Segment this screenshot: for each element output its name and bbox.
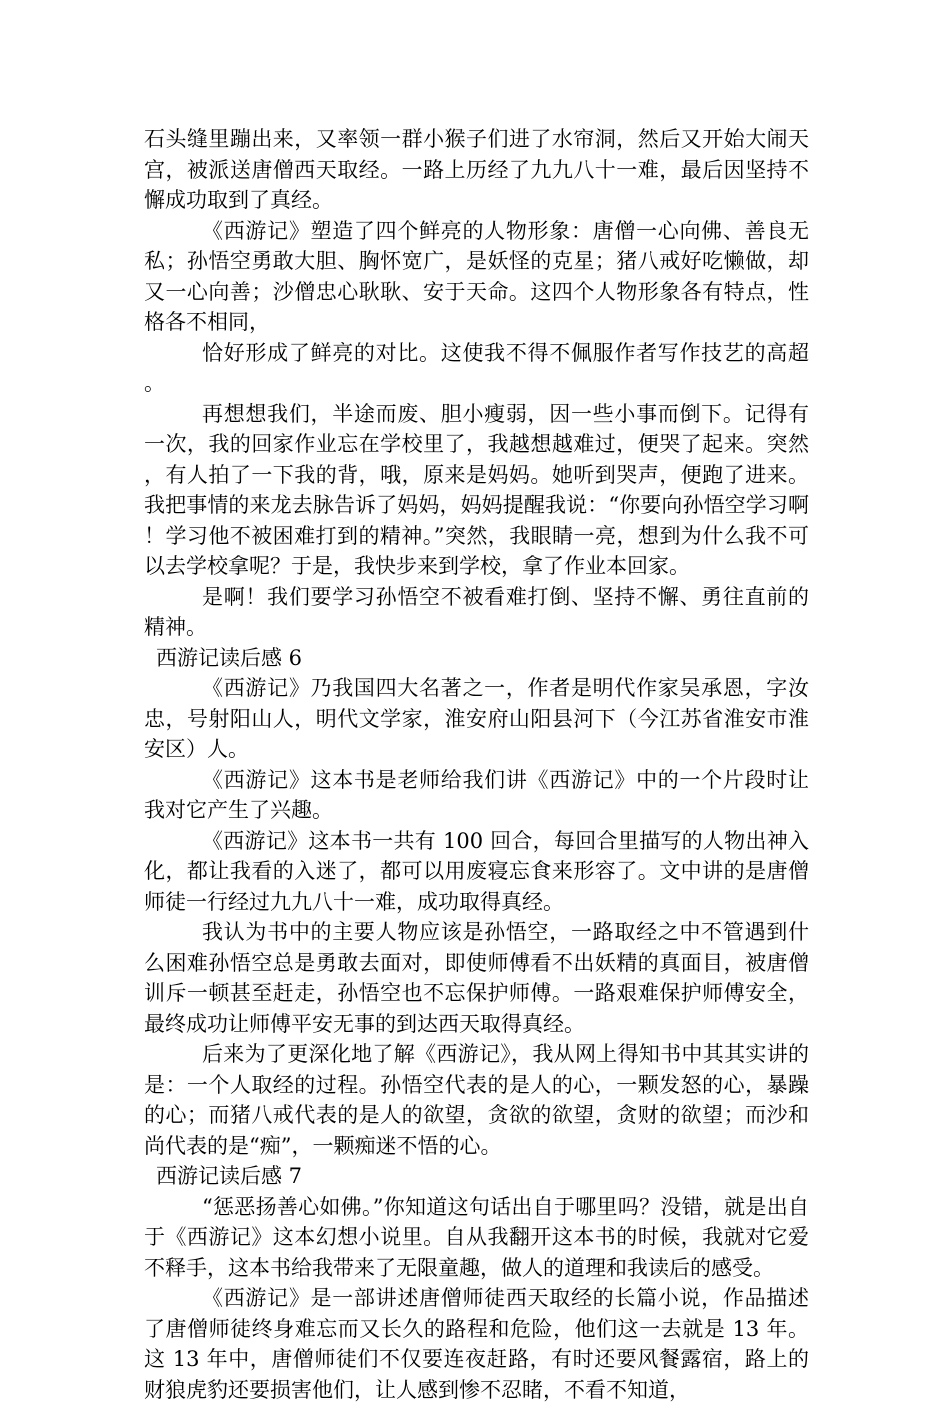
section-heading: 西游记读后感 6: [156, 645, 303, 670]
document-body: [144, 124, 809, 1405]
body-paragraph: 《西游记》这本书一共有 100 回合，每回合里描写的人物出神入化，都让我看的入迷了，都可以用废寝忘食来形容了。文中讲的是唐僧师徒一行经过九九八十一难，成功取得真经。: [144, 828, 809, 914]
body-paragraph: 《西游记》是一部讲述唐僧师徒西天取经的长篇小说，作品描述了唐僧师徒终身难忘而又长久的路程和危险，他们这一去就是 13 年。这 13 年中，唐僧师徒们不仅要连夜赶路，有时还要风餐露宿，路上的财狼虎豹还要损害他们，让人感到惨不忍睹，不看不知道，: [144, 1286, 809, 1402]
section-heading: 西游记读后感 7: [156, 1164, 303, 1188]
body-paragraph: 《西游记》乃我国四大名著之一，作者是明代作家吴承恩，字汝忠，号射阳山人，明代文学家，淮安府山阳县河下（今江苏省淮安市淮安区）人。: [144, 676, 809, 761]
body-paragraph: 石头缝里蹦出来，又率领一群小猴子们进了水帘洞，然后又开始大闹天宫，被派送唐僧西天取经。一路上历经了九九八十一难，最后因坚持不懈成功取到了真经。: [144, 127, 809, 212]
body-paragraph: 后来为了更深化地了解《西游记》，我从网上得知书中其其实讲的是：一个人取经的过程。孙悟空代表的是人的心，一颗发怒的心，暴躁的心；而猪八戒代表的是人的欲望，贪欲的欲望，贪财的欲望；而沙和尚代表的是“痴”，一颗痴迷不悟的心。: [144, 1042, 809, 1158]
body-paragraph: 是啊！我们要学习孙悟空不被看难打倒、坚持不懈、勇往直前的精神。: [144, 584, 809, 639]
body-paragraph: “惩恶扬善心如佛。”你知道这句话出自于哪里吗？没错，就是出自于《西游记》这本幻想小说里。自从我翻开这本书的时候，我就对它爱不释手，这本书给我带来了无限童趣，做人的道理和我读后的感受。: [144, 1194, 809, 1280]
body-paragraph: 《西游记》这本书是老师给我们讲《西游记》中的一个片段时让我对它产生了兴趣。: [144, 767, 809, 822]
body-paragraph: 恰好形成了鲜亮的对比。这使我不得不佩服作者写作技艺的高超。: [144, 340, 809, 395]
body-paragraph: 《西游记》塑造了四个鲜亮的人物形象：唐僧一心向佛、善良无私；孙悟空勇敢大胆、胸怀宽广，是妖怪的克星；猪八戒好吃懒做，却又一心向善；沙僧忠心耿耿、安于天命。这四个人物形象各有特点，性格各不相同，: [144, 218, 809, 334]
body-paragraph: 我认为书中的主要人物应该是孙悟空，一路取经之中不管遇到什么困难孙悟空总是勇敢去面对，即使师傅看不出妖精的真面目，被唐僧训斥一顿甚至赶走，孙悟空也不忘保护师傅。一路艰难保护师傅安全，最终成功让师傅平安无事的到达西天取得真经。: [144, 920, 809, 1036]
body-paragraph: 再想想我们，半途而废、胆小瘦弱，因一些小事而倒下。记得有一次，我的回家作业忘在学校里了，我越想越难过，便哭了起来。突然，有人拍了一下我的背，哦，原来是妈妈。她听到哭声，便跑了进来。我把事情的来龙去脉告诉了妈妈，妈妈提醒我说：“你要向孙悟空学习啊！学习他不被困难打到的精神。”突然，我眼睛一亮，想到为什么我不可以去学校拿呢？于是，我快步来到学校，拿了作业本回家。: [144, 401, 809, 578]
